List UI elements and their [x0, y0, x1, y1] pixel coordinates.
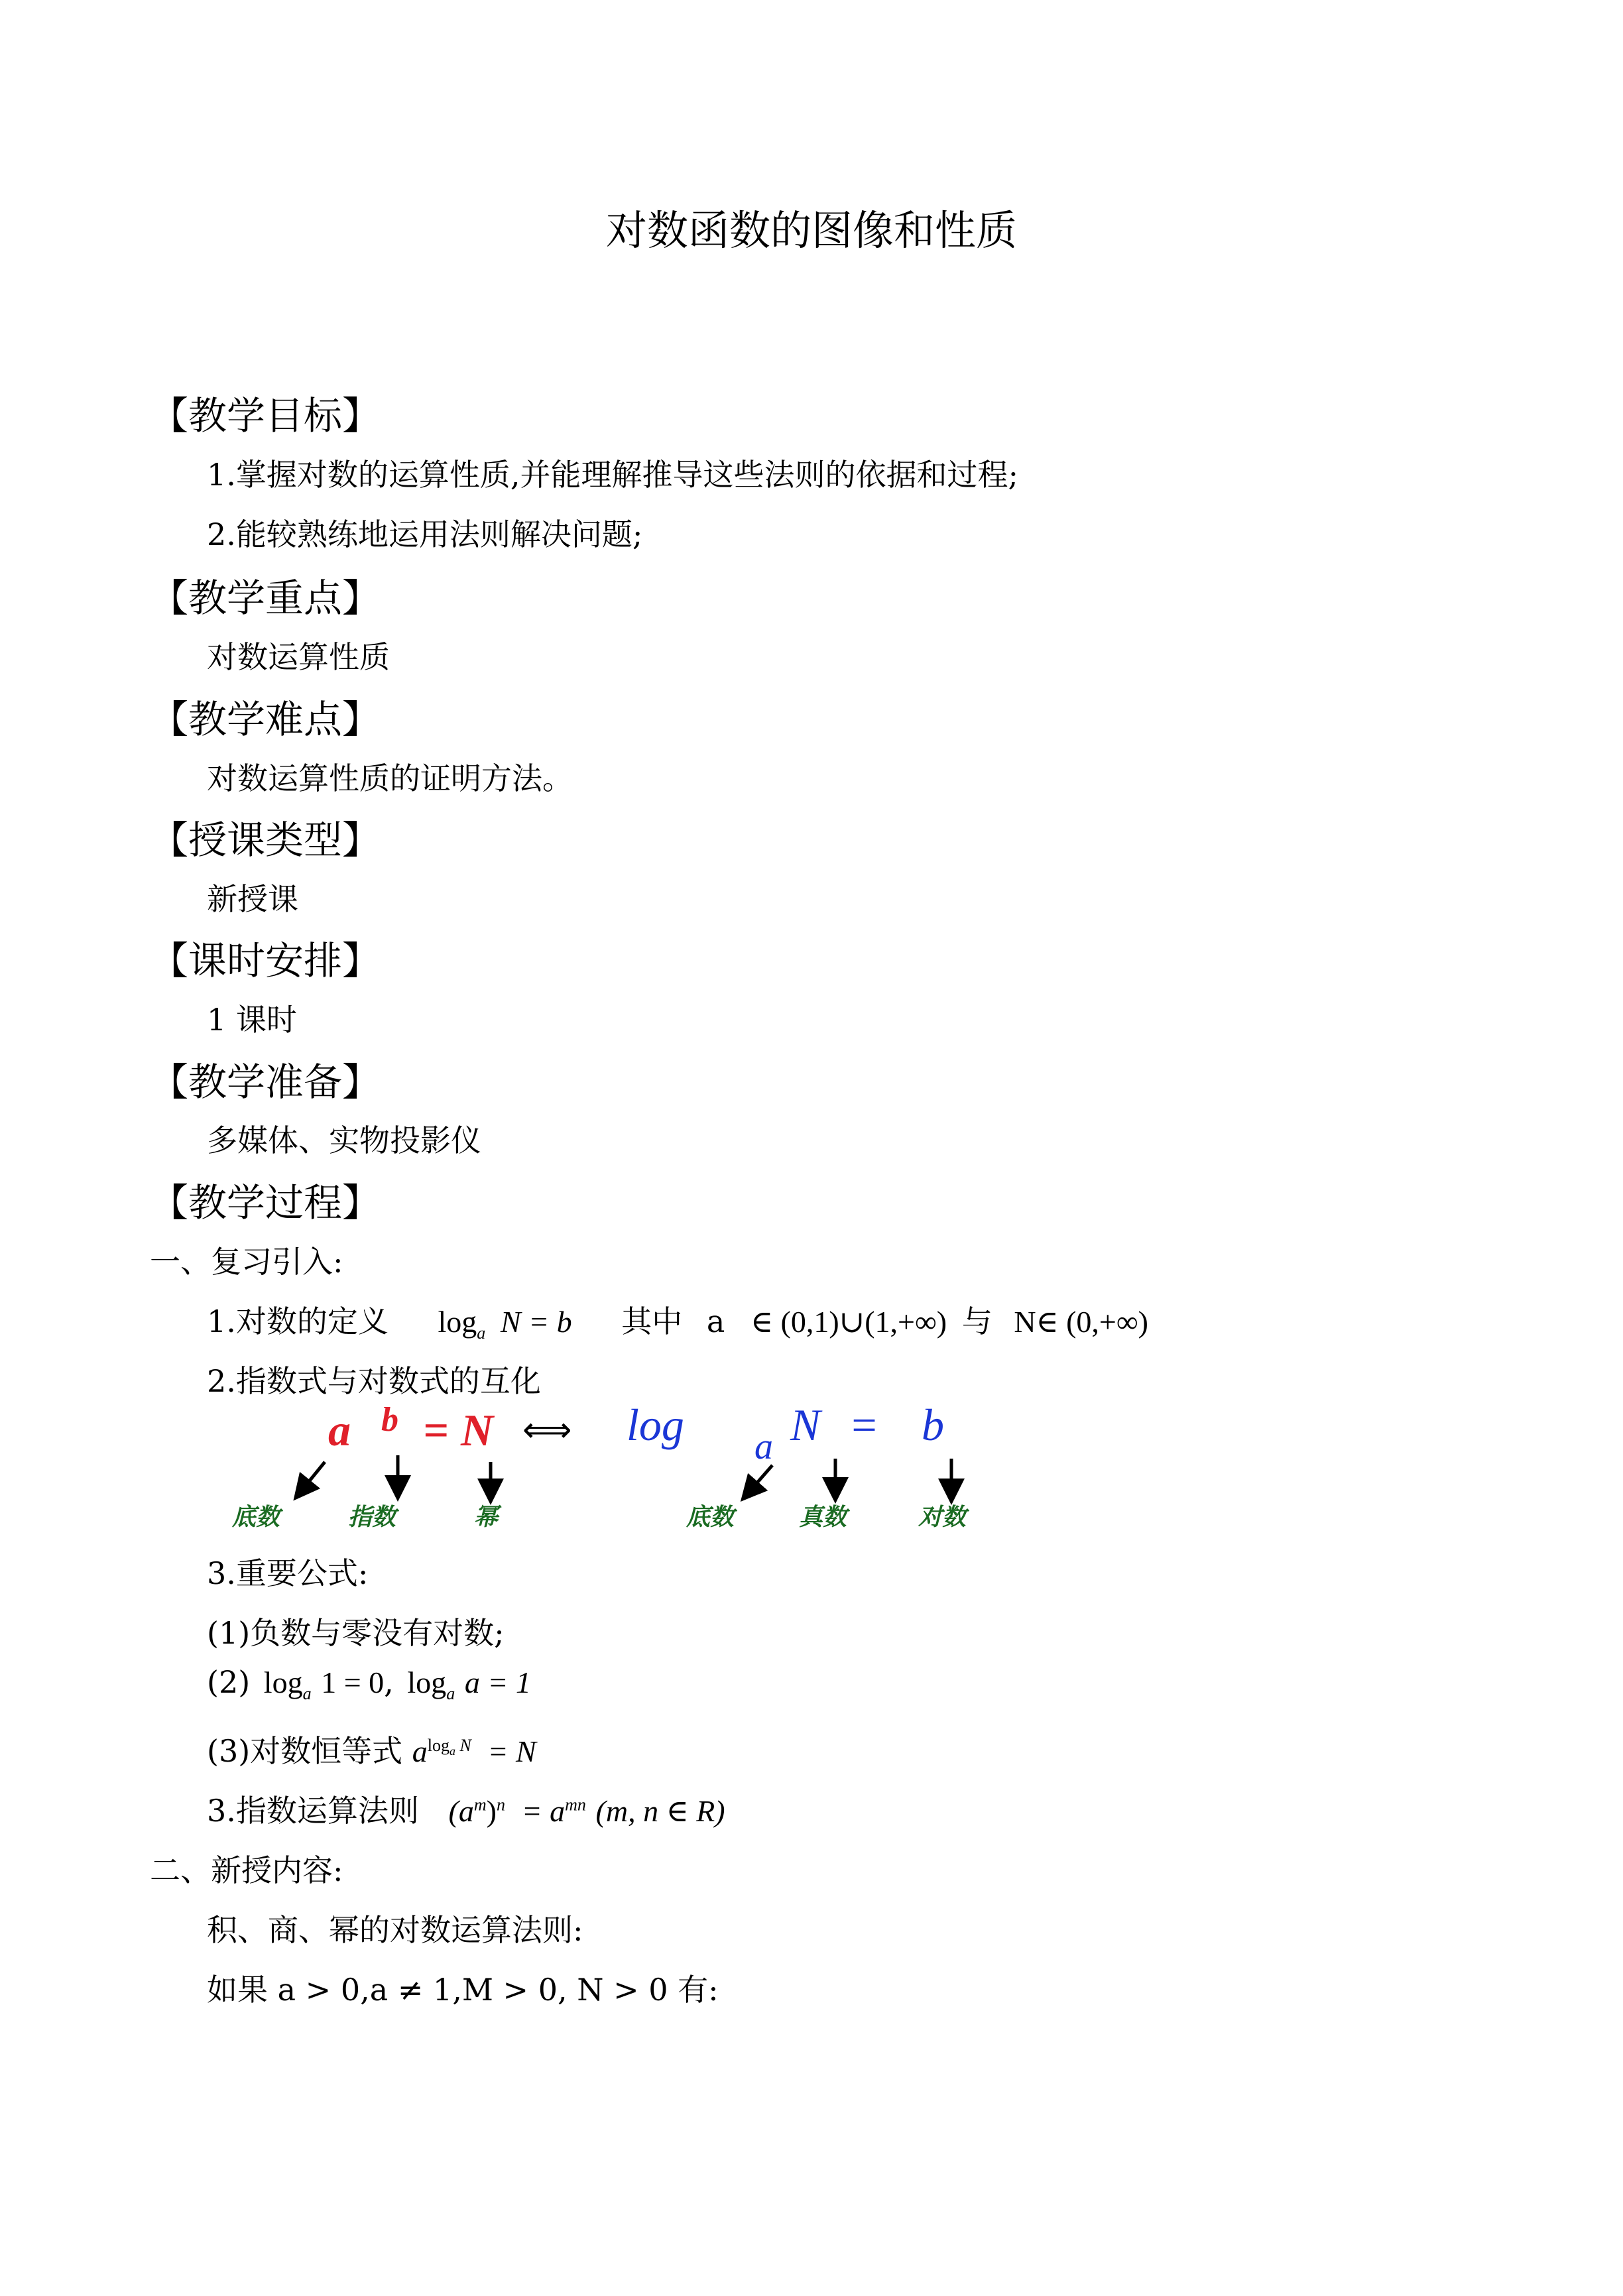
definition-label: 1.对数的定义: [207, 1303, 389, 1339]
exponent-rule-m: m: [473, 1795, 487, 1815]
formula-2-rest-a: 1 = 0: [321, 1665, 385, 1699]
arrow-to-base-left: [302, 1462, 325, 1490]
diagram-right-b: b: [922, 1400, 944, 1450]
formula-2-log-a: log: [263, 1665, 303, 1699]
exponent-rule-mn: mn: [565, 1795, 586, 1815]
definition-set-n: N∈ (0,+∞): [1014, 1305, 1148, 1339]
diagram-label-power: 幂: [474, 1504, 499, 1531]
formula-2: [207, 1664, 531, 1704]
definition-where: 其中: [621, 1303, 683, 1339]
exponent-rule-lhs: (a: [448, 1794, 474, 1828]
diagram-label-antilog: 真数: [799, 1504, 847, 1531]
diagram-right-eq: =: [849, 1400, 879, 1450]
diagram-left-N: N: [461, 1405, 494, 1455]
formula-3-rest: = N: [487, 1734, 536, 1768]
new-content-line-2: 如果 a > 0,a ≠ 1,M > 0, N > 0 有:: [207, 1972, 719, 2008]
diagram-equivalence-arrow: ⟺: [522, 1410, 572, 1450]
exponent-rule-eq: = a: [521, 1794, 566, 1828]
heading-goal: 【教学目标】: [150, 393, 381, 438]
exponent-rule-label: 3.指数运算法则: [207, 1793, 419, 1829]
definition-rest: N = b: [500, 1305, 572, 1339]
diagram-right-N: N: [790, 1400, 821, 1450]
new-content-heading: 二、新授内容:: [150, 1852, 343, 1888]
formula-3-exp-log: log: [427, 1735, 450, 1755]
formula-2-base-a: a: [302, 1684, 312, 1704]
schedule-text: 1 课时: [207, 1002, 297, 1038]
formula-3-label: (3)对数恒等式: [207, 1733, 403, 1769]
diagram-left-a: a: [328, 1405, 351, 1455]
diagram-label-logarithm: 对数: [918, 1504, 967, 1531]
diagram-right-log: log: [627, 1400, 684, 1450]
exponent-rule-close: ): [486, 1794, 497, 1828]
definition-and: 与: [961, 1303, 992, 1339]
heading-process: 【教学过程】: [150, 1180, 381, 1225]
prep-text: 多媒体、实物投影仪: [207, 1122, 481, 1158]
review-heading: 一、复习引入:: [150, 1244, 343, 1280]
formula-2-log-b: log: [407, 1665, 447, 1699]
heading-prep: 【教学准备】: [150, 1059, 381, 1105]
conversion-label: 2.指数式与对数式的互化: [207, 1363, 541, 1399]
definition-log: log: [438, 1305, 477, 1339]
new-content-line-1: 积、商、幂的对数运算法则:: [207, 1912, 583, 1948]
definition-base: a: [477, 1323, 486, 1343]
exponent-rule: [207, 1787, 725, 1831]
exponent-rule-condition: (m, n ∈ R): [595, 1794, 725, 1828]
diagram-left-eq: =: [423, 1405, 449, 1455]
diagram-left-b: b: [381, 1401, 398, 1439]
heading-key: 【教学重点】: [150, 575, 381, 621]
goal-item-1: 1.掌握对数的运算性质,并能理解推导这些法则的依据和过程;: [207, 457, 1019, 493]
formula-2-rest-b: a = 1: [464, 1665, 531, 1699]
formula-1: (1)负数与零没有对数;: [207, 1615, 505, 1651]
key-text: 对数运算性质: [207, 639, 390, 675]
difficulty-text: 对数运算性质的证明方法。: [207, 760, 573, 796]
page-title: 对数函数的图像和性质: [605, 206, 1017, 255]
diagram-label-base-left: 底数: [232, 1504, 280, 1531]
exponent-log-diagram: [212, 1399, 1041, 1532]
formulas-label: 3.重要公式:: [207, 1555, 369, 1591]
heading-schedule: 【课时安排】: [150, 938, 381, 983]
formula-3-exp-N: N: [459, 1735, 471, 1755]
definition-a: a: [706, 1303, 725, 1339]
diagram-label-exponent: 指数: [348, 1504, 396, 1531]
diagram-right-a: a: [754, 1426, 773, 1467]
formula-2-base-b: a: [446, 1684, 455, 1704]
diagram-label-base-right: 底数: [686, 1504, 735, 1531]
definition-set-a: ∈ (0,1)∪(1,+∞): [750, 1305, 947, 1339]
formula-3-base: a: [412, 1734, 428, 1768]
formula-2-label: (2): [207, 1664, 251, 1700]
definition-line: [207, 1298, 1148, 1343]
formula-3-exp-base: a: [450, 1744, 456, 1758]
exponent-rule-n: n: [496, 1795, 505, 1815]
goal-item-2: 2.能较熟练地运用法则解决问题;: [207, 516, 643, 552]
formula-2-separator: ,: [384, 1664, 394, 1700]
arrow-to-base-right: [749, 1465, 772, 1492]
heading-type: 【授课类型】: [150, 817, 381, 863]
formula-3: [207, 1727, 536, 1771]
type-text: 新授课: [207, 881, 298, 917]
heading-difficulty: 【教学难点】: [150, 697, 381, 742]
